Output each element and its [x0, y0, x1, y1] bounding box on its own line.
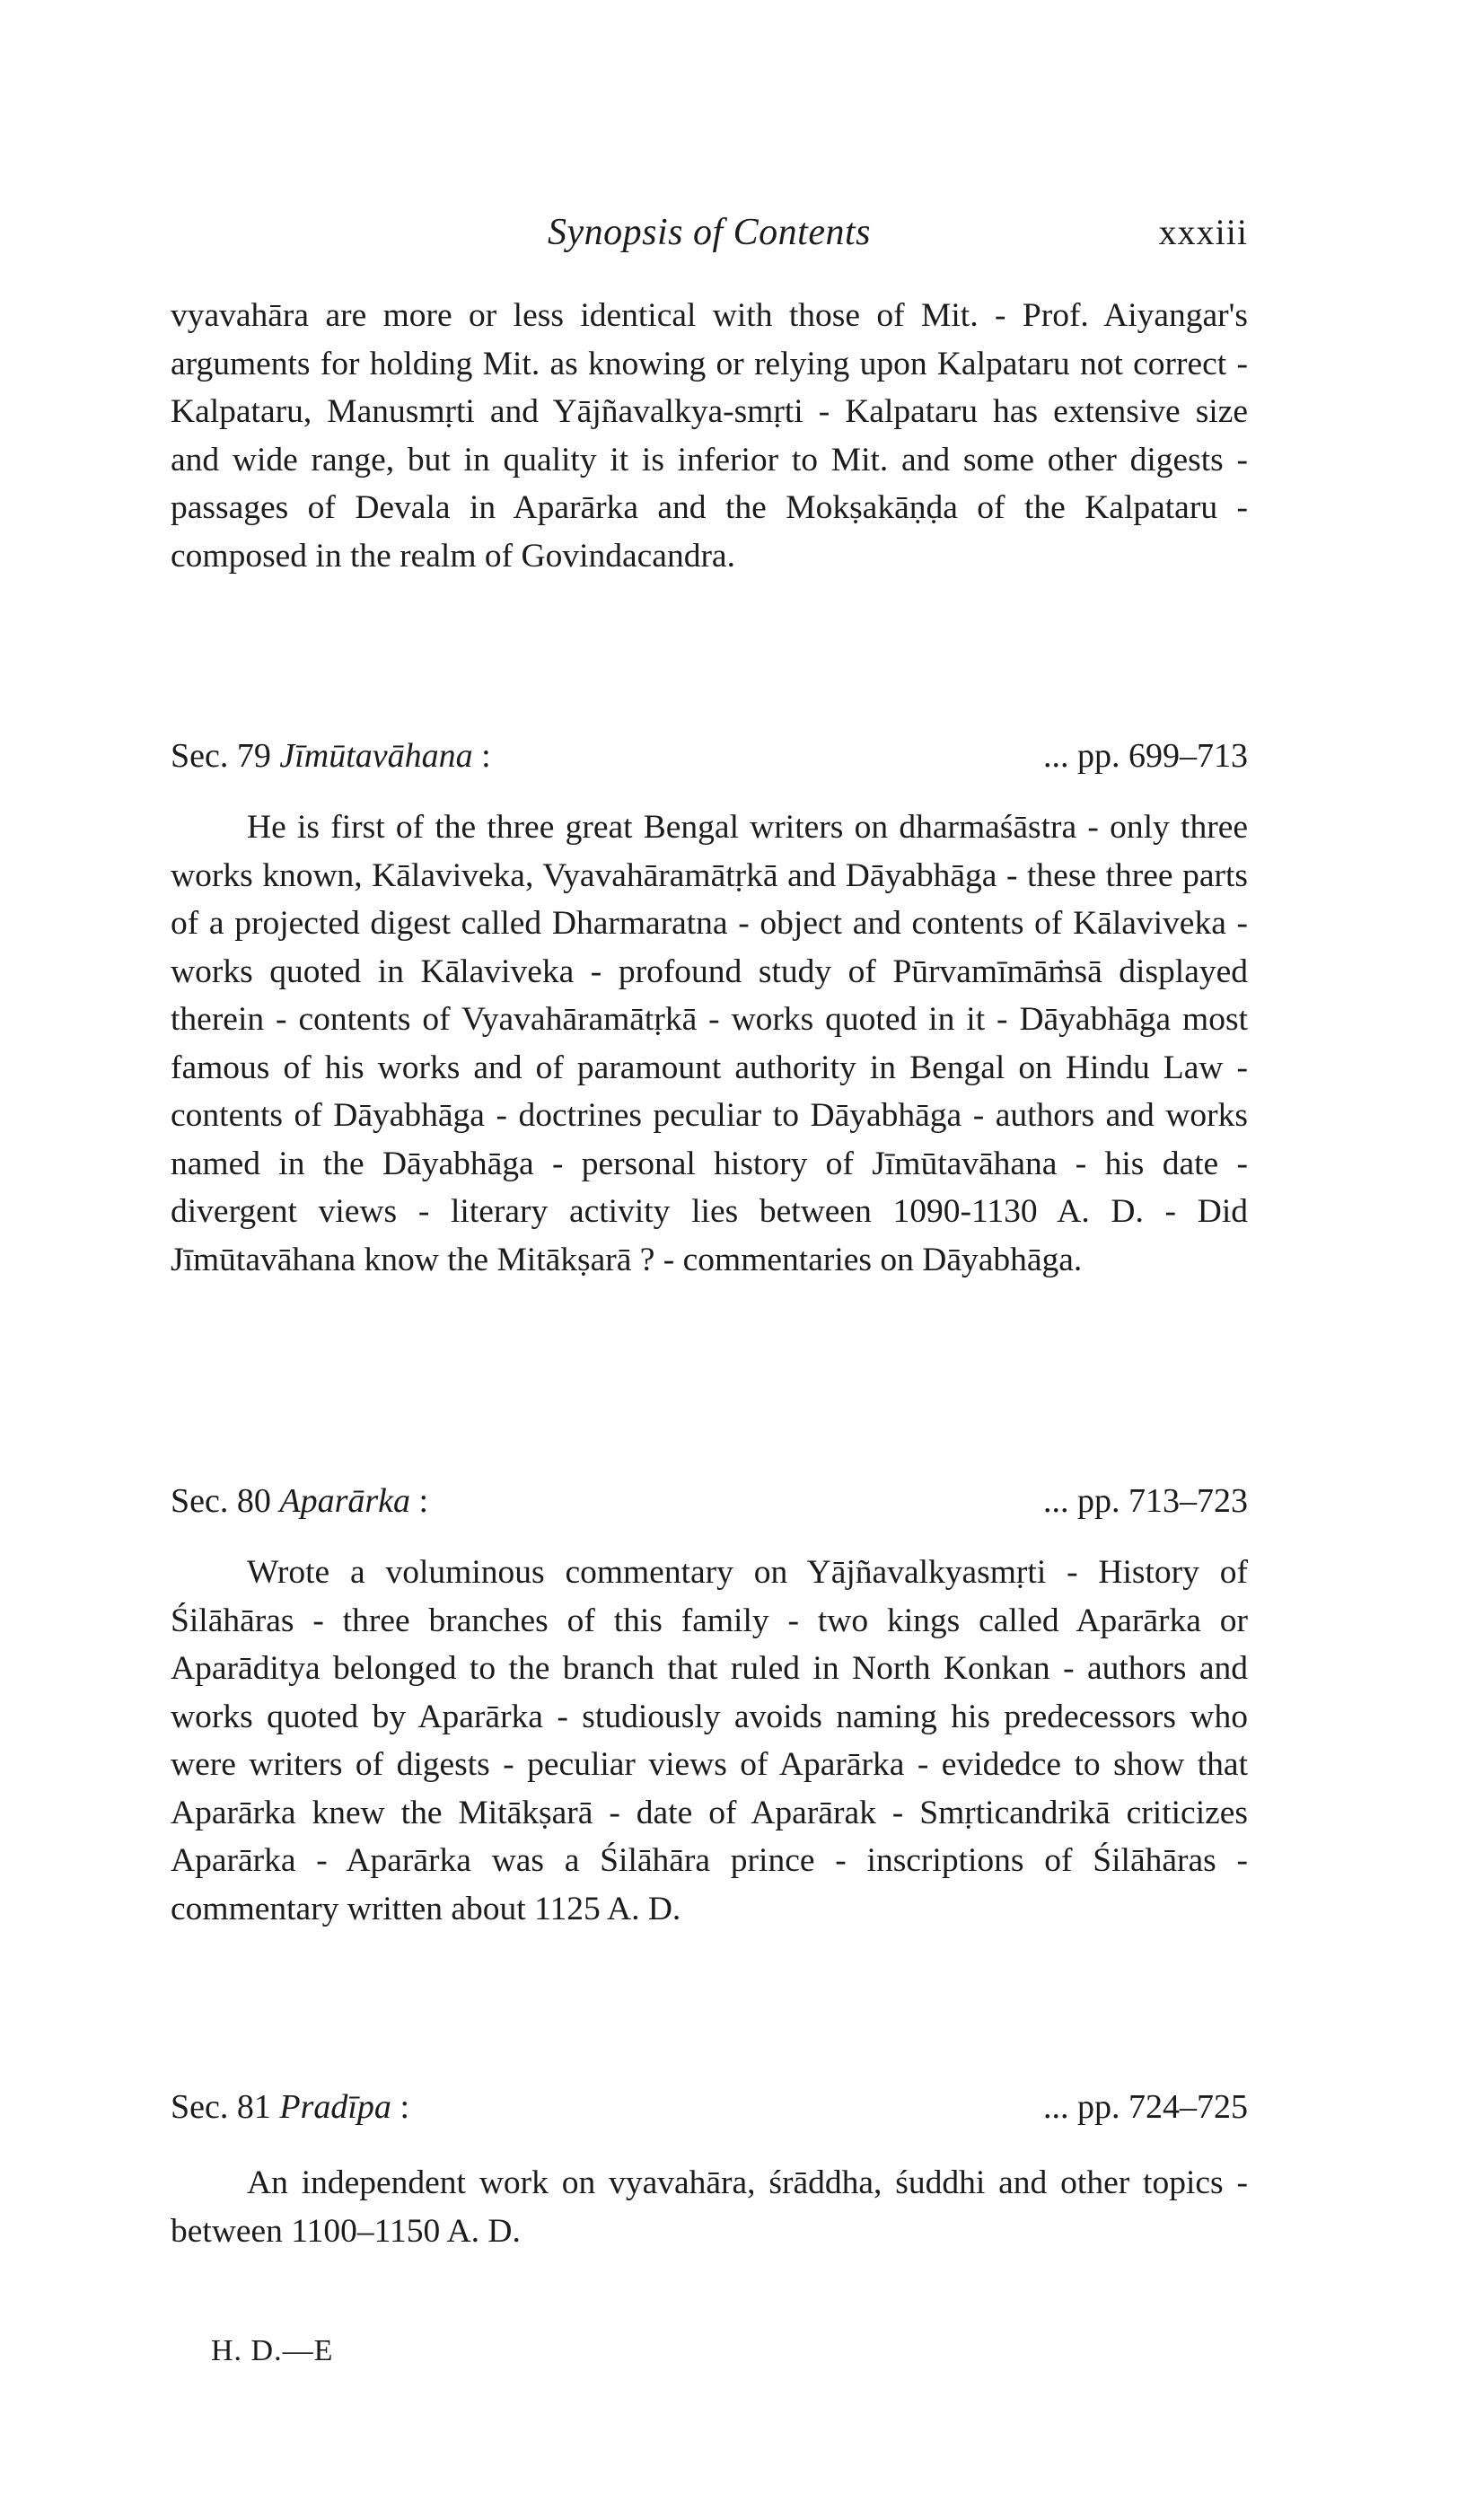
section-heading-79 [171, 736, 1248, 786]
section-label: Sec. 80 [171, 1482, 271, 1520]
running-header [171, 211, 1248, 256]
section-label-group [171, 736, 491, 776]
section-label-group [171, 1481, 428, 1521]
section-heading-80 [171, 1481, 1248, 1531]
signature-mark: H. D.—E [211, 2334, 334, 2367]
page-number: xxxiii [1158, 212, 1248, 252]
section-page-range: ... pp. 699–713 [1043, 737, 1248, 775]
section-body-81: An independent work on vyavahāra, śrāddha, śuddhi and other topics - between 1100–1150 A. D. [171, 2164, 1248, 2250]
section-label: Sec. 81 [171, 2088, 271, 2126]
section-heading-81 [171, 2087, 1248, 2137]
section-title: Aparārka [279, 1482, 411, 1520]
section-colon: : [481, 737, 491, 775]
section-body-79: He is first of the three great Bengal writers on dharmaśāstra - only three works known, Kālaviveka, Vyavahāramātṛkā and Dāyabhāga - these three parts of a projected digest called Dharmaratna - object and contents of Kālaviveka - works quoted in Kālaviveka - profound study of Pūrvamīmāṁsā displayed therein - contents of Vyavahāramātṛkā - works quoted in it - Dāyabhāga most famous of his works and of paramount authority in Bengal on Hindu Law - contents of Dāyabhāga - doctrines peculiar to Dāyabhāga - authors and works named in the Dāyabhāga - personal history of Jīmūtavāhana - his date - divergent views - literary activity lies between 1090-1130 A. D. - Did Jīmūtavāhana know the Mitākṣarā ? - commentaries on Dāyabhāga. [171, 809, 1248, 1278]
header-title: Synopsis of Contents [547, 212, 871, 253]
intro-paragraph: vyavahāra are more or less identical with those of Mit. - Prof. Aiyangar's arguments for holding Mit. as knowing or relying upon Kalpataru not correct - Kalpataru, Manusmṛti and Yājñavalkya-smṛti - Kalpataru has extensive size and wide range, but in quality it is inferior to Mit. and some other digests - passages of Devala in Aparārka and the Mokṣakāṇḍa of the Kalpataru - composed in the realm of Govindacandra. [171, 297, 1248, 575]
section-title: Jīmūtavāhana [279, 737, 473, 775]
section-title: Pradīpa [279, 2088, 391, 2126]
section-body-80: Wrote a voluminous commentary on Yājñavalkyasmṛti - History of Śilāhāras - three branches of this family - two kings called Aparārka or Aparāditya belonged to the branch that ruled in North Konkan - authors and works quoted by Aparārka - studiously avoids naming his predecessors who were writers of digests - peculiar views of Aparārka - evidedce to show that Aparārka knew the Mitākṣarā - date of Aparārak - Smṛticandrikā criticizes Aparārka - Aparārka was a Śilāhāra prince - inscriptions of Śilāhāras - commentary written about 1125 A. D. [171, 1554, 1248, 1927]
section-colon: : [400, 2088, 409, 2126]
section-label-group [171, 2087, 409, 2127]
section-label: Sec. 79 [171, 737, 271, 775]
section-page-range: ... pp. 724–725 [1043, 2088, 1248, 2126]
section-colon: : [418, 1482, 429, 1520]
section-page-range: ... pp. 713–723 [1043, 1482, 1248, 1520]
